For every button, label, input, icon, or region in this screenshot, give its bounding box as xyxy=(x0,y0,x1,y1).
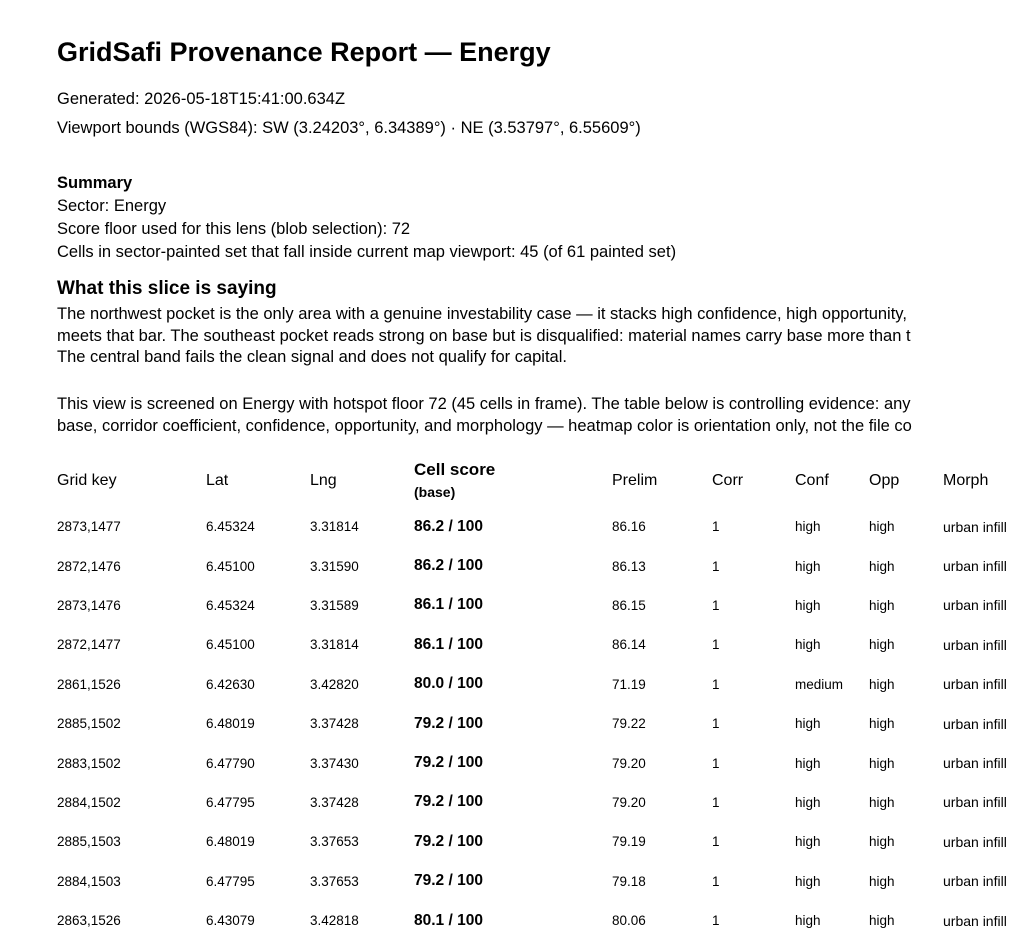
cell-grid-key: 2872,1476 xyxy=(57,558,121,574)
cell-lat: 6.47795 xyxy=(206,873,255,889)
cell-grid-key: 2873,1476 xyxy=(57,597,121,613)
cell-conf: high xyxy=(795,873,821,889)
cell-opp: high xyxy=(869,676,895,692)
cell-score: 79.2 / 100 xyxy=(414,872,483,890)
cell-conf: high xyxy=(795,794,821,810)
cell-lat: 6.47790 xyxy=(206,755,255,771)
cell-grid-key: 2884,1502 xyxy=(57,794,121,810)
cell-lng: 3.31814 xyxy=(310,637,359,653)
cell-prelim: 86.15 xyxy=(612,597,646,613)
cell-corr: 1 xyxy=(712,755,720,771)
cell-grid-key: 2863,1526 xyxy=(57,913,121,929)
cell-conf: high xyxy=(795,637,821,653)
cell-prelim: 71.19 xyxy=(612,676,646,692)
cell-corr: 1 xyxy=(712,597,720,613)
cell-conf: medium xyxy=(795,676,844,692)
summary-section xyxy=(57,172,676,264)
header-opp: Opp xyxy=(869,472,900,489)
cell-lat: 6.42630 xyxy=(206,676,255,692)
cell-prelim: 79.19 xyxy=(612,834,646,850)
table-header-row xyxy=(57,455,1024,507)
table-row xyxy=(57,546,1024,585)
report-title: GridSafi Provenance Report — Energy xyxy=(57,37,551,67)
cell-prelim: 79.20 xyxy=(612,794,646,810)
table-row xyxy=(57,665,1024,704)
cell-prelim: 80.06 xyxy=(612,913,646,929)
cell-corr: 1 xyxy=(712,637,720,653)
table-row xyxy=(57,862,1024,901)
cell-opp: high xyxy=(869,794,895,810)
cell-corr: 1 xyxy=(712,913,720,929)
table-row xyxy=(57,704,1024,743)
cell-lat: 6.45324 xyxy=(206,597,255,613)
slice-saying-line: The northwest pocket is the only area with a genuine investability case — it stacks high confidence, high opportunity, xyxy=(57,305,907,323)
table-row xyxy=(57,586,1024,625)
cell-score: 86.2 / 100 xyxy=(414,557,483,575)
cell-score: 79.2 / 100 xyxy=(414,754,483,772)
cell-corr: 1 xyxy=(712,716,720,732)
cell-conf: high xyxy=(795,597,821,613)
cell-corr: 1 xyxy=(712,519,720,535)
cell-corr: 1 xyxy=(712,676,720,692)
cell-opp: high xyxy=(869,755,895,771)
cell-morph: urban infill xyxy=(943,833,1007,850)
header-lat: Lat xyxy=(206,472,229,489)
cell-grid-key: 2861,1526 xyxy=(57,676,121,692)
cell-score: 80.0 / 100 xyxy=(414,675,483,693)
slice-saying-heading: What this slice is saying xyxy=(57,278,277,299)
cell-prelim: 86.14 xyxy=(612,637,646,653)
cell-morph: urban infill xyxy=(943,676,1007,693)
cell-lat: 6.47795 xyxy=(206,794,255,810)
cell-prelim: 86.16 xyxy=(612,519,646,535)
cell-conf: high xyxy=(795,519,821,535)
cell-opp: high xyxy=(869,834,895,850)
cell-score: 86.1 / 100 xyxy=(414,635,483,653)
slice-saying-line: The central band fails the clean signal and does not qualify for capital. xyxy=(57,348,567,366)
cell-opp: high xyxy=(869,597,895,613)
cell-lng: 3.42818 xyxy=(310,913,359,929)
table-row xyxy=(57,743,1024,782)
cell-lat: 6.45100 xyxy=(206,637,255,653)
cell-score: 86.2 / 100 xyxy=(414,517,483,535)
screen-paragraph xyxy=(57,394,912,437)
screen-line: This view is screened on Energy with hotspot floor 72 (45 cells in frame). The table below is controlling evidence: any xyxy=(57,395,911,413)
table-body xyxy=(57,507,1024,940)
cells-table xyxy=(57,455,1024,940)
table-row xyxy=(57,625,1024,664)
cell-opp: high xyxy=(869,637,895,653)
cell-opp: high xyxy=(869,519,895,535)
header-conf: Conf xyxy=(795,472,829,489)
cell-lng: 3.42820 xyxy=(310,676,359,692)
header-grid-key: Grid key xyxy=(57,472,117,489)
cell-lng: 3.37428 xyxy=(310,794,359,810)
cell-score: 86.1 / 100 xyxy=(414,596,483,614)
cell-opp: high xyxy=(869,873,895,889)
table-row xyxy=(57,507,1024,546)
cell-morph: urban infill xyxy=(943,597,1007,614)
cell-score: 79.2 / 100 xyxy=(414,832,483,850)
cell-morph: urban infill xyxy=(943,636,1007,653)
table-row xyxy=(57,783,1024,822)
cell-lng: 3.37653 xyxy=(310,834,359,850)
table-row xyxy=(57,901,1024,940)
cell-morph: urban infill xyxy=(943,794,1007,811)
cell-morph: urban infill xyxy=(943,715,1007,732)
cell-morph: urban infill xyxy=(943,558,1007,575)
summary-cells-count: Cells in sector-painted set that fall inside current map viewport: 45 (of 61 painted set) xyxy=(57,243,677,261)
cell-prelim: 86.13 xyxy=(612,558,646,574)
cell-conf: high xyxy=(795,755,821,771)
cell-lat: 6.45100 xyxy=(206,558,255,574)
cell-lng: 3.37430 xyxy=(310,755,359,771)
slice-saying-line: meets that bar. The southeast pocket reads strong on base but is disqualified: material names carry base more than t xyxy=(57,326,911,345)
header-cell-score xyxy=(414,455,612,507)
slice-saying-paragraph xyxy=(57,304,911,369)
cell-score: 80.1 / 100 xyxy=(414,911,483,929)
cell-lat: 6.43079 xyxy=(206,913,255,929)
cell-conf: high xyxy=(795,716,821,732)
cell-corr: 1 xyxy=(712,873,720,889)
header-cell-score-sub: (base) xyxy=(414,484,456,500)
cell-conf: high xyxy=(795,834,821,850)
cell-morph: urban infill xyxy=(943,755,1007,772)
cell-grid-key: 2885,1502 xyxy=(57,716,121,732)
screen-line: base, corridor coefficient, confidence, opportunity, and morphology — heatmap color is orientation only, not the file co xyxy=(57,416,912,435)
header-cell-score-label: Cell score xyxy=(414,460,496,479)
cell-corr: 1 xyxy=(712,794,720,810)
cell-prelim: 79.22 xyxy=(612,716,646,732)
cell-grid-key: 2873,1477 xyxy=(57,519,121,535)
viewport-bounds: Viewport bounds (WGS84): SW (3.24203°, 6.34389°) · NE (3.53797°, 6.55609°) xyxy=(57,119,641,137)
cell-lat: 6.48019 xyxy=(206,716,255,732)
cell-lat: 6.48019 xyxy=(206,834,255,850)
cell-grid-key: 2884,1503 xyxy=(57,873,121,889)
cell-prelim: 79.18 xyxy=(612,873,646,889)
header-prelim: Prelim xyxy=(612,472,658,489)
cell-grid-key: 2885,1503 xyxy=(57,834,121,850)
cell-score: 79.2 / 100 xyxy=(414,714,483,732)
cell-conf: high xyxy=(795,913,821,929)
cell-corr: 1 xyxy=(712,558,720,574)
cell-lng: 3.31814 xyxy=(310,519,359,535)
cell-conf: high xyxy=(795,558,821,574)
cell-opp: high xyxy=(869,913,895,929)
cell-score: 79.2 / 100 xyxy=(414,793,483,811)
cell-lng: 3.37653 xyxy=(310,873,359,889)
cell-grid-key: 2883,1502 xyxy=(57,755,121,771)
cell-lng: 3.37428 xyxy=(310,716,359,732)
summary-score-floor: Score floor used for this lens (blob selection): 72 xyxy=(57,220,411,238)
summary-sector: Sector: Energy xyxy=(57,197,167,215)
cell-lng: 3.31590 xyxy=(310,558,359,574)
cell-morph: urban infill xyxy=(943,873,1007,890)
cell-prelim: 79.20 xyxy=(612,755,646,771)
header-corr: Corr xyxy=(712,472,744,489)
generated-timestamp: Generated: 2026-05-18T15:41:00.634Z xyxy=(57,90,346,108)
cell-morph: urban infill xyxy=(943,912,1007,929)
header-lng: Lng xyxy=(310,472,337,489)
cell-grid-key: 2872,1477 xyxy=(57,637,121,653)
cell-lat: 6.45324 xyxy=(206,519,255,535)
table-row xyxy=(57,822,1024,861)
summary-heading: Summary xyxy=(57,174,133,192)
header-morph: Morph xyxy=(943,472,989,489)
cell-lng: 3.31589 xyxy=(310,597,359,613)
cell-opp: high xyxy=(869,716,895,732)
cell-corr: 1 xyxy=(712,834,720,850)
cell-morph: urban infill xyxy=(943,518,1007,535)
cell-opp: high xyxy=(869,558,895,574)
